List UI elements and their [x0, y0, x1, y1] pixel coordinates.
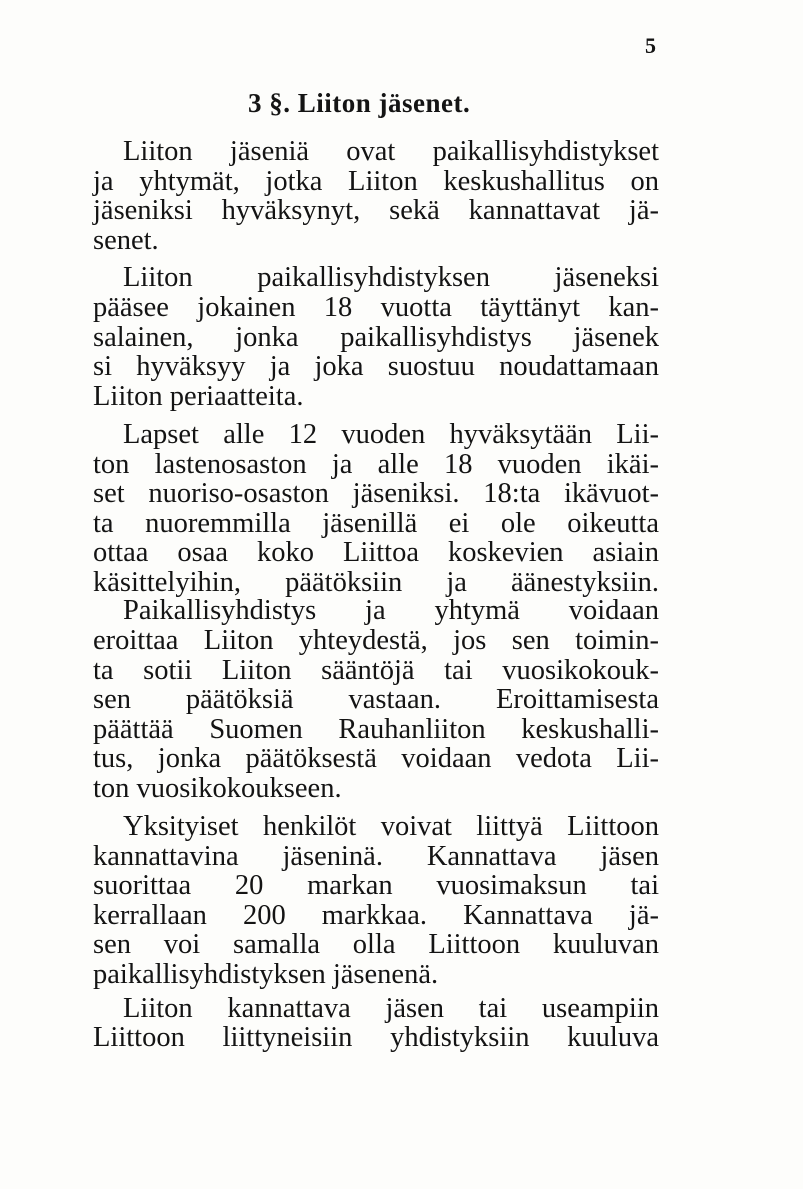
text-line: ta nuoremmilla jäsenillä ei ole oikeutta: [93, 508, 659, 539]
text-line: ton vuosikokoukseen.: [93, 773, 342, 804]
text-line: si hyväksyy ja joka suostuu noudattamaan: [93, 351, 659, 382]
text-line: set nuoriso-osaston jäseniksi. 18:ta ikävuot-: [93, 478, 659, 509]
text-line: Paikallisyhdistys ja yhtymä voidaan: [123, 595, 659, 626]
page-number: 5: [645, 33, 656, 58]
text-line: salainen, jonka paikallisyhdistys jäsenek: [93, 322, 659, 353]
text-line: ta sotii Liiton sääntöjä tai vuosikokouk-: [93, 655, 659, 686]
text-line: jäseniksi hyväksynyt, sekä kannattavat jä-: [93, 195, 659, 226]
text-line: ton lastenosaston ja alle 18 vuoden ikäi-: [93, 449, 659, 480]
text-line: suorittaa 20 markan vuosimaksun tai: [93, 870, 659, 901]
text-line: Liittoon liittyneisiin yhdistyksiin kuuluva: [93, 1022, 659, 1053]
text-line: Liiton jäseniä ovat paikallisyhdistykset: [123, 136, 659, 167]
text-line: pääsee jokainen 18 vuotta täyttänyt kan-: [93, 292, 659, 323]
text-line: paikallisyhdistyksen jäsenenä.: [93, 959, 439, 990]
text-line: tus, jonka päätöksestä voidaan vedota Lii-: [93, 743, 659, 774]
text-line: Yksityiset henkilöt voivat liittyä Liittoon: [123, 811, 659, 842]
text-line: päättää Suomen Rauhanliiton keskushalli-: [93, 714, 659, 745]
text-line: kannattavina jäseninä. Kannattava jäsen: [93, 841, 659, 872]
text-line: Liiton paikallisyhdistyksen jäseneksi: [123, 262, 659, 293]
text-line: eroittaa Liiton yhteydestä, jos sen toimin-: [93, 625, 659, 656]
text-line: senet.: [93, 225, 159, 256]
text-line: kerrallaan 200 markkaa. Kannattava jä-: [93, 900, 659, 931]
text-line: ja yhtymät, jotka Liiton keskushallitus on: [93, 166, 659, 197]
text-line: Liiton periaatteita.: [93, 381, 304, 412]
text-line: ottaa osaa koko Liittoa koskevien asiain: [93, 537, 659, 568]
text-line: sen voi samalla olla Liittoon kuuluvan: [93, 929, 659, 960]
text-line: Lapset alle 12 vuoden hyväksytään Lii-: [123, 419, 659, 450]
text-line: Liiton kannattava jäsen tai useampiin: [123, 993, 659, 1024]
section-heading: 3 §. Liiton jäsenet.: [248, 88, 471, 118]
text-line: sen päätöksiä vastaan. Eroittamisesta: [93, 684, 659, 715]
text-line: käsittelyihin, päätöksiin ja äänestyksiin.: [93, 567, 659, 598]
